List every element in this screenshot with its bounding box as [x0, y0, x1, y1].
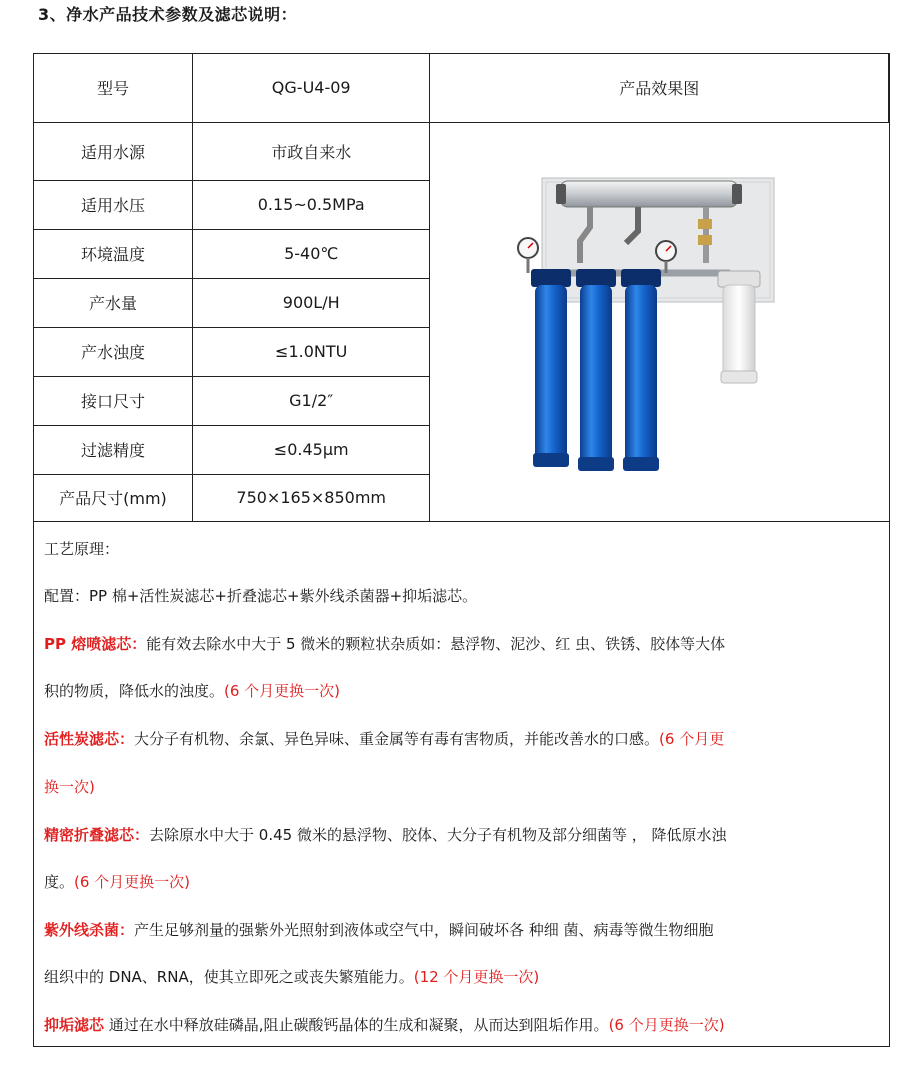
carbon-filter-desc: 大分子有机物、余氯、异色异味、重金属等有毒有害物质，并能改善水的口感。 [134, 730, 660, 748]
row-label: 适用水源 [34, 122, 192, 180]
scale-filter-interval: (6 个月更换一次) [608, 1016, 725, 1034]
row-label: 环境温度 [34, 229, 192, 278]
carbon-filter-label: 活性炭滤芯： [44, 730, 135, 748]
row-value: 750×165×850mm [192, 474, 430, 521]
fold-filter-line-1 [44, 825, 727, 845]
uv-line-2 [44, 967, 539, 987]
pp-filter-desc: 能有效去除水中大于 5 微米的颗粒状杂质如：悬浮物、泥沙、红 虫、铁锈、胶体等大体 [146, 635, 726, 653]
model-value: QG-U4-09 [192, 54, 430, 122]
fold-filter-line-2 [44, 872, 190, 892]
image-label: 产品效果图 [430, 54, 889, 122]
product-image-cell [430, 122, 889, 521]
pp-filter-desc-2: 积的物质，降低水的浊度。 [44, 682, 225, 700]
scale-filter-label: 抑垢滤芯 [44, 1016, 105, 1034]
carbon-filter-line-1 [44, 729, 724, 749]
row-label: 过滤精度 [34, 425, 192, 474]
pp-filter-line-2 [44, 681, 340, 701]
row-value: G1/2″ [192, 376, 430, 425]
config-line: 配置：PP 棉+活性炭滤芯+折叠滤芯+紫外线杀菌器+抑垢滤芯。 [44, 587, 478, 605]
fold-filter-label: 精密折叠滤芯： [44, 826, 150, 844]
uv-interval: (12 个月更换一次) [413, 968, 540, 986]
uv-label: 紫外线杀菌： [44, 921, 135, 939]
carbon-filter-interval: (6 个月更 [659, 730, 725, 748]
pp-filter-interval: (6 个月更换一次) [224, 682, 341, 700]
row-label: 适用水压 [34, 180, 192, 229]
row-value: ≤1.0NTU [192, 327, 430, 376]
row-label: 接口尺寸 [34, 376, 192, 425]
row-label: 产水浊度 [34, 327, 192, 376]
pp-filter-label: PP 熔喷滤芯： [44, 635, 147, 653]
fold-filter-desc-2: 度。 [44, 873, 75, 891]
scale-filter-desc: 通过在水中释放硅磷晶,阻止碳酸钙晶体的生成和凝聚，从而达到阻垢作用。 [104, 1016, 609, 1034]
row-value: ≤0.45μm [192, 425, 430, 474]
product-image [430, 123, 888, 521]
uv-desc: 产生足够剂量的强紫外光照射到液体或空气中，瞬间破坏各 种细 菌、病毒等微生物细胞 [134, 921, 714, 939]
fold-filter-desc: 去除原水中大于 0.45 微米的悬浮物、胶体、大分子有机物及部分细菌等 ， 降低原水浊 [149, 826, 727, 844]
scale-filter-line [44, 1015, 725, 1035]
row-label: 产水量 [34, 278, 192, 327]
row-value: 900L/H [192, 278, 430, 327]
spec-sheet [33, 53, 890, 1047]
model-label: 型号 [34, 54, 192, 122]
pp-filter-line-1 [44, 634, 725, 654]
uv-desc-2: 组织中的 DNA、RNA，使其立即死之或丧失繁殖能力。 [44, 968, 414, 986]
row-label: 产品尺寸(mm) [34, 474, 192, 521]
spec-table [34, 54, 889, 522]
process-title: 工艺原理： [44, 540, 120, 558]
carbon-filter-interval-2: 换一次) [44, 778, 95, 796]
uv-line-1 [44, 920, 714, 940]
row-value: 5-40℃ [192, 229, 430, 278]
section-heading: 3、净水产品技术参数及滤芯说明： [38, 5, 298, 24]
fold-filter-interval: (6 个月更换一次) [74, 873, 191, 891]
row-value: 0.15~0.5MPa [192, 180, 430, 229]
row-value: 市政自来水 [192, 122, 430, 180]
carbon-filter-line-2 [44, 777, 95, 797]
